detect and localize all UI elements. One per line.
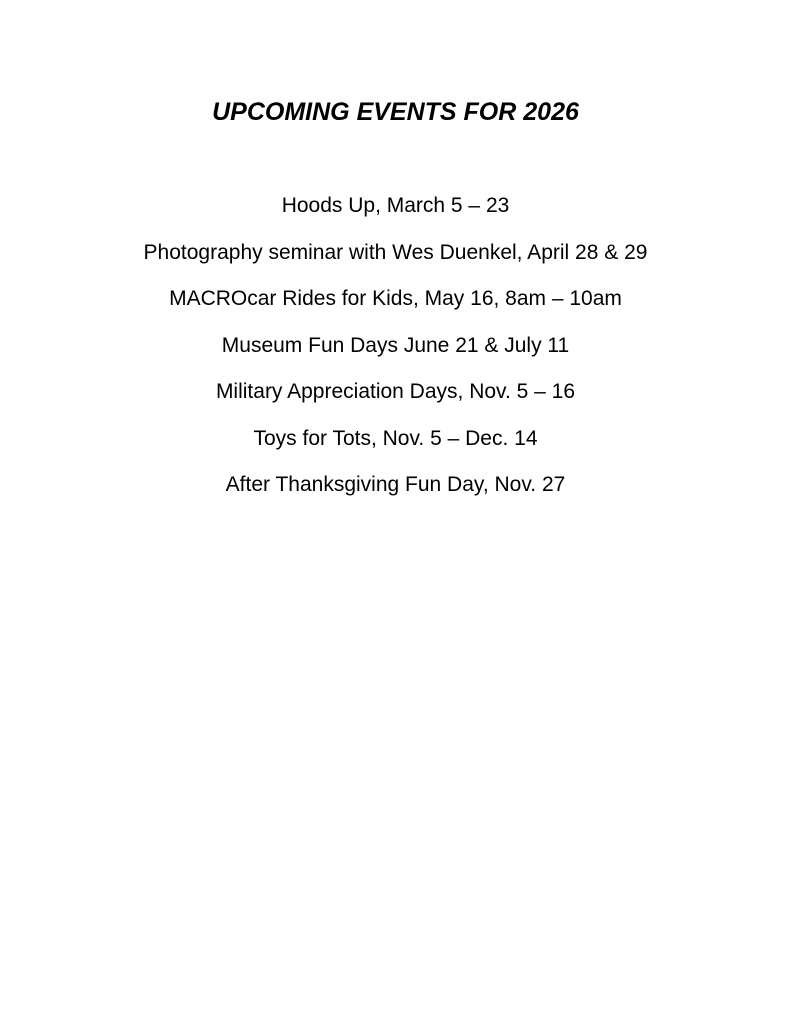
event-item-toys-for-tots: Toys for Tots, Nov. 5 – Dec. 14 xyxy=(253,426,538,450)
event-item-macrocar-rides: MACROcar Rides for Kids, May 16, 8am – 10am xyxy=(169,287,622,310)
event-item-museum-fun-days: Museum Fun Days June 21 & July 11 xyxy=(221,333,570,357)
events-list xyxy=(0,192,791,518)
event-item-hoods-up: Hoods Up, March 5 – 23 xyxy=(281,194,510,217)
event-item-photography-seminar: Photography seminar with Wes Duenkel, April 28 & 29 xyxy=(143,240,648,264)
event-item-after-thanksgiving: After Thanksgiving Fun Day, Nov. 27 xyxy=(225,473,566,496)
event-item-military-appreciation: Military Appreciation Days, Nov. 5 – 16 xyxy=(215,380,576,403)
page-title: UPCOMING EVENTS FOR 2026 xyxy=(212,98,579,126)
